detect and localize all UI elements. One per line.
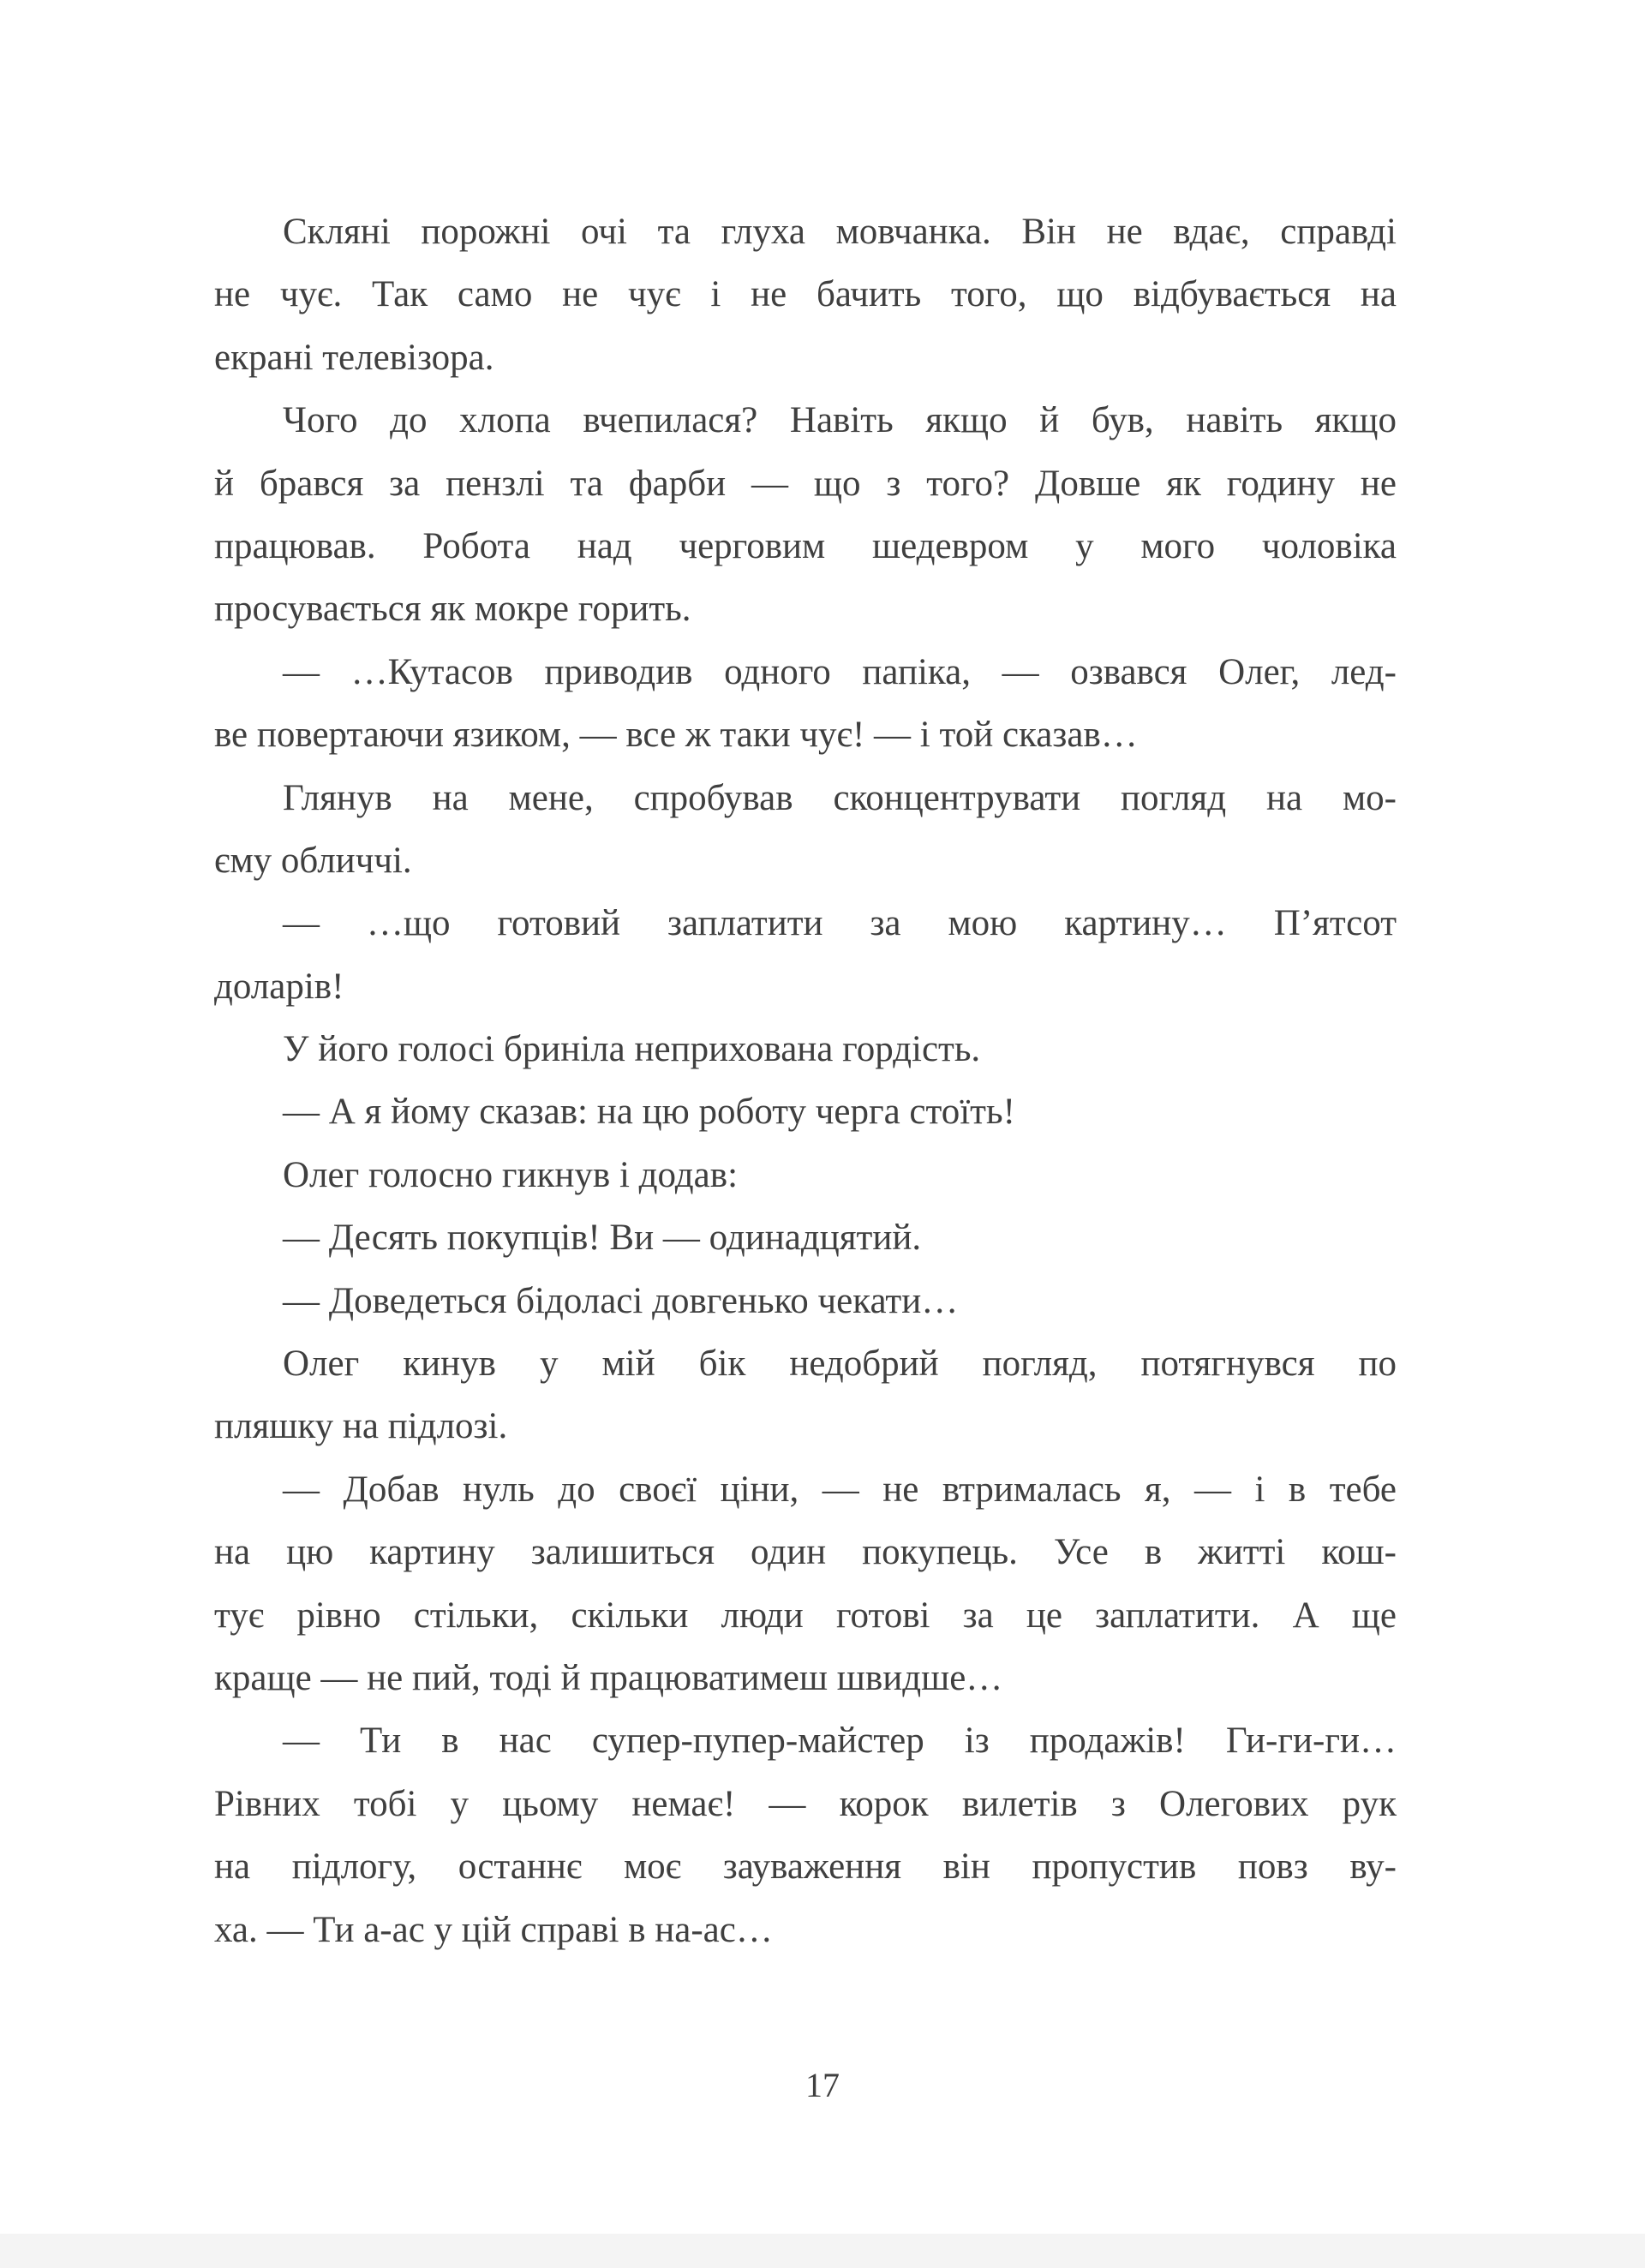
text-line: на підлогу, останнє моє зауваження він пропустив повз ву- <box>214 1846 1397 1888</box>
text-line: Олег кинув у мій бік недобрий погляд, потягнувся по <box>283 1343 1397 1385</box>
text-line: Глянув на мене, спробував сконцентрувати погляд на мо- <box>283 777 1397 818</box>
book-page-text <box>214 200 1397 1961</box>
paragraph <box>214 389 1397 641</box>
text-line: — Добав нуль до своєї ціни, — не втрималась я, — і в тебе <box>283 1469 1397 1510</box>
text-line: просувається як мокре горить. <box>214 589 691 630</box>
text-line: — Ти в нас супер-пупер-майстер із продажів! Ги-ги-ги… <box>283 1720 1397 1762</box>
paragraph <box>214 1206 1397 1269</box>
paragraph <box>214 200 1397 389</box>
paragraph <box>214 1458 1397 1710</box>
text-line: ве повертаючи язиком, — все ж таки чує! — і той сказав… <box>214 715 1138 756</box>
text-line: — …що готовий заплатити за мою картину… П’ятсот <box>283 903 1397 944</box>
bottom-margin-strip <box>0 2234 1645 2268</box>
text-line: працював. Робота над черговим шедевром у мого чоловіка <box>214 525 1397 566</box>
text-line: У його голосі бриніла неприхована гордість. <box>283 1029 981 1070</box>
text-line: Олег голосно гикнув і додав: <box>283 1154 739 1195</box>
text-line: краще — не пий, тоді й працюватимеш швидше… <box>214 1657 1003 1698</box>
text-line: Рівних тобі у цьому немає! — корок вилетів з Олегових рук <box>214 1783 1397 1824</box>
paragraph <box>214 641 1397 767</box>
text-line: пляшку на підлозі. <box>214 1406 508 1447</box>
text-line: доларів! <box>214 966 344 1007</box>
paragraph <box>214 1332 1397 1458</box>
paragraph <box>214 767 1397 893</box>
paragraph <box>214 1270 1397 1332</box>
paragraph <box>214 1709 1397 1961</box>
text-line: — Десять покупців! Ви — одинадцятий. <box>283 1218 922 1259</box>
page-number: 17 <box>805 2066 840 2104</box>
text-line: й брався за пензлі та фарби — що з того? Довше як годину не <box>214 463 1397 504</box>
text-line: Скляні порожні очі та глуха мовчанка. Він не вдає, справді <box>283 212 1397 252</box>
text-line: єму обличчі. <box>214 840 412 881</box>
text-line: на цю картину залишиться один покупець. Усе в житті кош- <box>214 1532 1397 1573</box>
text-line: не чує. Так само не чує і не бачить того, що відбувається на <box>214 274 1397 315</box>
text-line: тує рівно стільки, скільки люди готові за це заплатити. А ще <box>214 1595 1397 1636</box>
paragraph <box>214 1144 1397 1206</box>
text-line: — Доведеться бідоласі довгенько чекати… <box>283 1280 959 1321</box>
paragraph <box>214 1018 1397 1080</box>
text-line: екрані телевізора. <box>214 337 494 378</box>
text-line: — А я йому сказав: на цю роботу черга стоїть! <box>283 1092 1015 1133</box>
text-line: Чого до хлопа вчепилася? Навіть якщо й був, навіть якщо <box>283 400 1397 441</box>
text-line: — …Кутасов приводив одного папіка, — озвався Олег, лед- <box>283 651 1397 692</box>
text-line: ха. — Ти а-ас у цій справі в на-ас… <box>214 1909 773 1950</box>
paragraph <box>214 892 1397 1018</box>
paragraph <box>214 1080 1397 1143</box>
